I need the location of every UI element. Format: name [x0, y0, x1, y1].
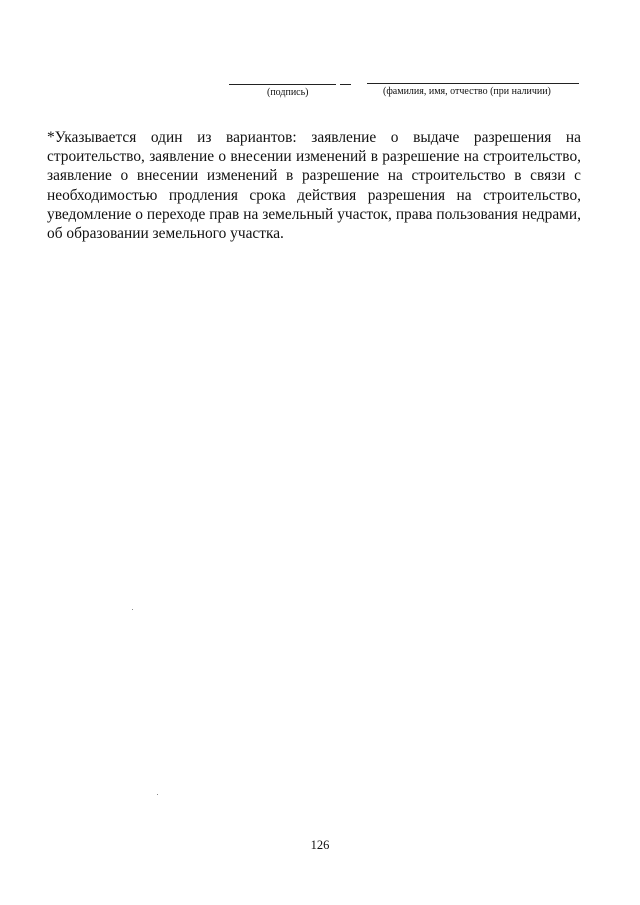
signature-caption: (подпись) [267, 87, 309, 98]
full-name-caption: (фамилия, имя, отчество (при наличии) [383, 86, 551, 97]
page-number: 126 [310, 838, 330, 852]
footnote-line: уведомление о переходе прав на земельный участок, права пользования недрами, [47, 205, 581, 223]
scan-speck [157, 794, 158, 795]
signature-line [229, 84, 336, 85]
footnote-line: необходимостью продления срока действия разрешения на строительство, [47, 186, 581, 204]
signature-line-tail [340, 84, 351, 85]
full-name-line [367, 83, 579, 84]
footnote-line: строительство, заявление о внесении изменений в разрешение на строительство, [47, 148, 581, 166]
footnote-line: об образовании земельного участка. [47, 225, 284, 243]
footnote-paragraph [47, 128, 581, 243]
footnote-line: *Указывается один из вариантов: заявление о выдаче разрешения на [47, 129, 581, 146]
footnote-line: заявление о внесении изменений в разрешение на строительство в связи с [47, 167, 581, 185]
scan-speck [132, 609, 133, 610]
